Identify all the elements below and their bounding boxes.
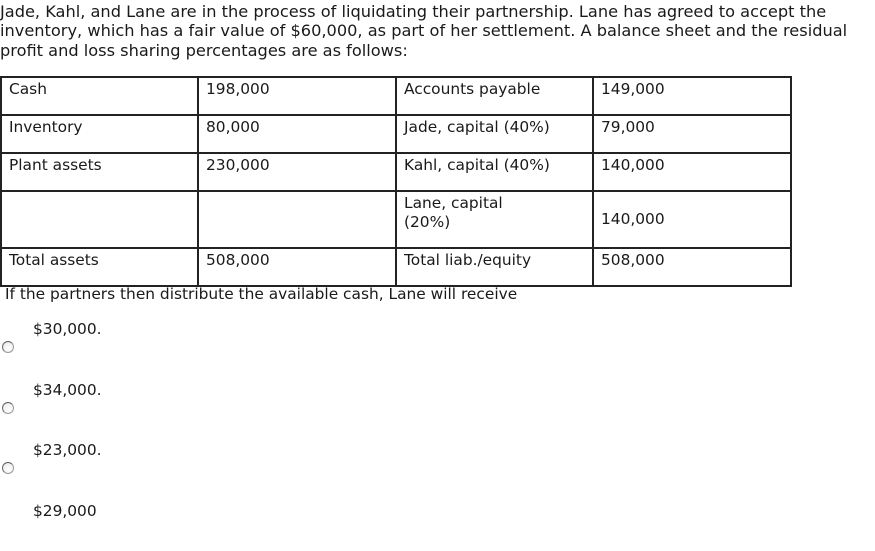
- asset-value: 508,000: [198, 248, 396, 286]
- table-row: [1, 153, 791, 191]
- liability-label: Kahl, capital (40%): [396, 153, 593, 191]
- answer-option[interactable]: [0, 319, 300, 369]
- liability-value: 140,000: [593, 191, 791, 248]
- table-row: [1, 115, 791, 153]
- answer-option[interactable]: [0, 440, 300, 490]
- answer-option-label: $30,000.: [33, 320, 102, 338]
- liability-value: 79,000: [593, 115, 791, 153]
- answer-option[interactable]: [0, 380, 300, 430]
- radio-button[interactable]: [2, 402, 14, 414]
- table-row: [1, 191, 791, 248]
- balance-sheet-table: [0, 76, 792, 287]
- liability-label: Jade, capital (40%): [396, 115, 593, 153]
- asset-value: 230,000: [198, 153, 396, 191]
- asset-label: Total assets: [1, 248, 198, 286]
- asset-label: Inventory: [1, 115, 198, 153]
- table-row: [1, 248, 791, 286]
- asset-value: 198,000: [198, 77, 396, 115]
- asset-label: Plant assets: [1, 153, 198, 191]
- question-prompt: If the partners then distribute the available cash, Lane will receive: [5, 285, 518, 303]
- liability-value: 508,000: [593, 248, 791, 286]
- liability-label: Lane, capital (20%): [396, 191, 593, 248]
- answer-option-label: $34,000.: [33, 381, 102, 399]
- liability-label: Total liab./equity: [396, 248, 593, 286]
- asset-value: 80,000: [198, 115, 396, 153]
- liability-value: 140,000: [593, 153, 791, 191]
- liability-value: 149,000: [593, 77, 791, 115]
- answer-option[interactable]: [0, 501, 300, 551]
- question-text: Jade, Kahl, and Lane are in the process of liquidating their partnership. Lane has agreed to accept the inventory, which has a fair value of $60,000, as part of her settlement. A balance sheet and the residual profit and loss sharing percentages are as follows:: [0, 2, 848, 60]
- asset-label: [1, 191, 198, 248]
- table-row: [1, 77, 791, 115]
- liability-label: Accounts payable: [396, 77, 593, 115]
- radio-button[interactable]: [2, 341, 14, 353]
- asset-label: Cash: [1, 77, 198, 115]
- answer-option-label: $29,000: [33, 502, 97, 520]
- radio-button[interactable]: [2, 462, 14, 474]
- asset-value: [198, 191, 396, 248]
- answer-option-label: $23,000.: [33, 441, 102, 459]
